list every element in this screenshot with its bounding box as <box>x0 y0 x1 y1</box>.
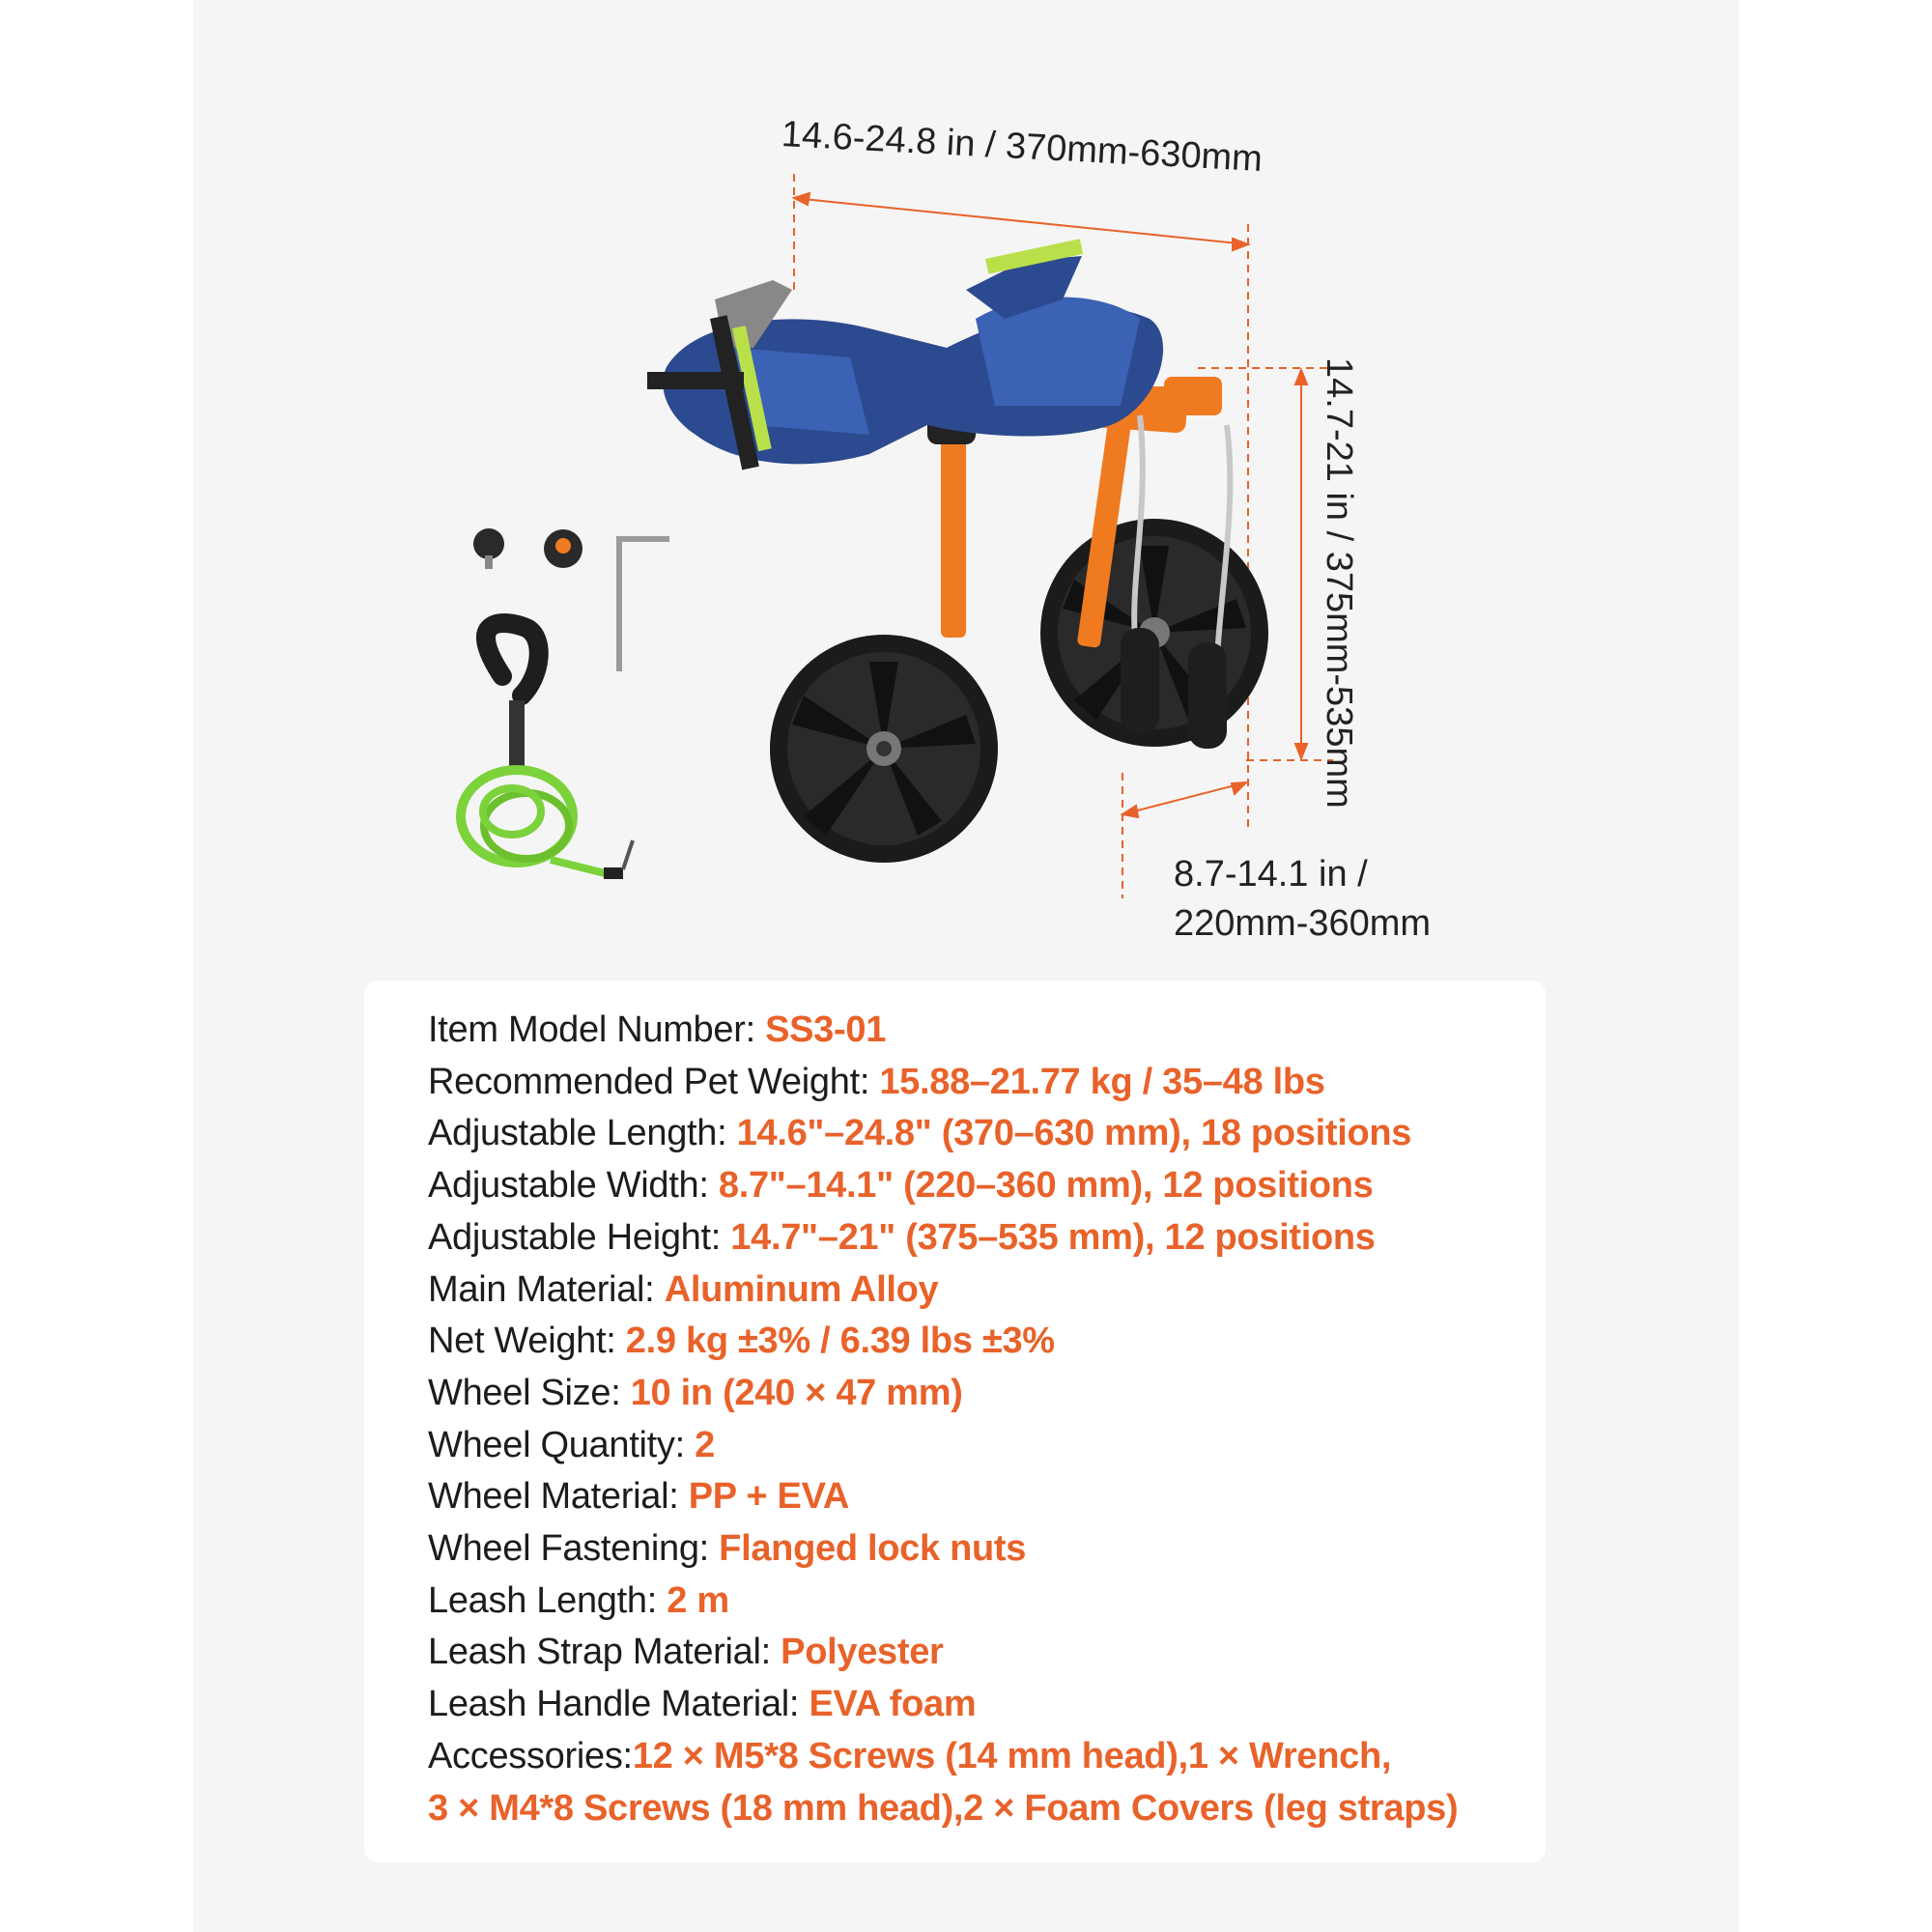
spec-row-material <box>428 1264 1458 1317</box>
spec-value: Aluminum Alloy <box>664 1268 939 1310</box>
spec-value: 12 × M5*8 Screws (14 mm head),1 × Wrench, <box>632 1735 1392 1776</box>
height-dimension-label: 14.7-21 in / 375mm-535mm <box>1319 357 1359 809</box>
spec-row-wheel-size <box>428 1368 1458 1420</box>
spec-row-wheel-fastening <box>428 1523 1458 1576</box>
rear-wheel-near <box>770 635 998 863</box>
spec-row-wheel-material <box>428 1471 1458 1523</box>
spec-value: 2 m <box>667 1579 729 1621</box>
spec-value: PP + EVA <box>688 1476 849 1518</box>
width-dimension-line1: 8.7-14.1 in / <box>1174 854 1368 895</box>
spec-label: Item Model Number: <box>428 1009 766 1050</box>
spec-label: Wheel Size: <box>428 1372 631 1413</box>
spec-value: Flanged lock nuts <box>719 1528 1027 1570</box>
spec-value: 15.88–21.77 kg / 35–48 lbs <box>879 1061 1325 1102</box>
width-dimension-label <box>1174 850 1431 950</box>
knob-screw-icon <box>473 528 504 569</box>
spec-row-accessories-continued <box>428 1783 1458 1835</box>
spec-value: 3 × M4*8 Screws (18 mm head),2 × Foam Covers (leg straps) <box>428 1787 1459 1829</box>
spec-value: 8.7"–14.1" (220–360 mm), 12 positions <box>718 1165 1374 1207</box>
spec-row-accessories <box>428 1731 1458 1783</box>
spec-row-height <box>428 1212 1458 1264</box>
spec-value: 14.6"–24.8" (370–630 mm), 18 positions <box>736 1113 1412 1154</box>
spec-label: Adjustable Height: <box>428 1216 731 1258</box>
spec-row-leash-length <box>428 1576 1458 1628</box>
spec-label: Recommended Pet Weight: <box>428 1061 880 1102</box>
spec-row-wheel-quantity <box>428 1420 1458 1472</box>
spec-row-model <box>428 1005 1458 1057</box>
spec-label: Wheel Fastening: <box>428 1528 720 1570</box>
spec-value: SS3-01 <box>765 1009 887 1050</box>
spec-label: Adjustable Width: <box>428 1165 719 1207</box>
foam-cover <box>1188 642 1227 749</box>
length-dimension-label: 14.6-24.8 in / 370mm-630mm <box>780 114 1264 181</box>
foam-cover <box>1121 628 1159 734</box>
spec-value: 2 <box>695 1424 715 1465</box>
allen-wrench-icon <box>616 536 669 671</box>
spec-label: Leash Length: <box>428 1579 668 1621</box>
spec-value: 14.7"–21" (375–535 mm), 12 positions <box>730 1216 1376 1258</box>
spec-value: 10 in (240 × 47 mm) <box>630 1372 963 1413</box>
width-dimension-line2: 220mm-360mm <box>1174 903 1432 945</box>
spec-row-leash-handle <box>428 1679 1458 1731</box>
spec-value: EVA foam <box>809 1684 977 1725</box>
spec-row-width <box>428 1160 1458 1212</box>
spec-row-leash-strap <box>428 1627 1458 1679</box>
spec-label: Wheel Quantity: <box>428 1424 696 1465</box>
spec-label: Adjustable Length: <box>428 1113 737 1154</box>
spec-label: Accessories: <box>428 1735 633 1776</box>
spec-row-pet-weight <box>428 1057 1458 1109</box>
spec-label: Net Weight: <box>428 1321 626 1362</box>
spec-label: Wheel Material: <box>428 1476 689 1518</box>
spec-value: Polyester <box>781 1632 944 1673</box>
spec-label: Leash Handle Material: <box>428 1684 810 1725</box>
spec-label: Main Material: <box>428 1268 665 1310</box>
orange-cap-screw-icon <box>544 529 582 568</box>
spec-list <box>428 1005 1458 1834</box>
spec-value: 2.9 kg ±3% / 6.39 lbs ±3% <box>625 1321 1055 1362</box>
harness-saddle <box>647 239 1163 469</box>
spec-row-net-weight <box>428 1316 1458 1368</box>
spec-row-length <box>428 1108 1458 1160</box>
spec-label: Leash Strap Material: <box>428 1632 781 1673</box>
leash-icon <box>461 623 633 879</box>
